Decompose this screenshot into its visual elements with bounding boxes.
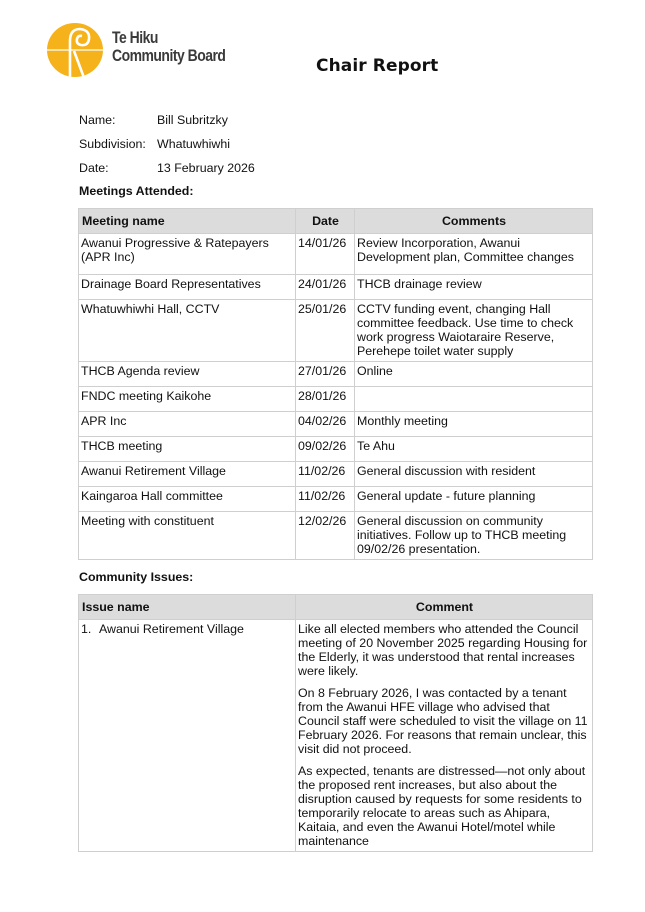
table-row <box>79 512 593 560</box>
date-label: Date: <box>79 161 109 175</box>
table-row <box>79 487 593 512</box>
page-title: Chair Report <box>316 56 439 76</box>
meeting-name: Awanui Retirement Village <box>79 462 296 487</box>
table-row <box>79 362 593 387</box>
meeting-comment: Te Ahu <box>355 437 593 462</box>
name-label: Name: <box>79 113 116 127</box>
col-meeting-name: Meeting name <box>79 209 296 234</box>
meeting-name: Awanui Progressive & Ratepayers (APR Inc) <box>79 234 296 275</box>
meeting-date: 12/02/26 <box>296 512 355 560</box>
issue-name: Awanui Retirement Village <box>99 622 244 636</box>
koru-logo-icon <box>46 21 108 83</box>
table-row <box>79 234 593 275</box>
meeting-date: 14/01/26 <box>296 234 355 275</box>
te-hiku-logo <box>46 21 226 79</box>
issues-heading: Community Issues: <box>79 570 194 584</box>
table-row <box>79 462 593 487</box>
meeting-comment: Monthly meeting <box>355 412 593 437</box>
subdivision-label: Subdivision: <box>79 137 146 151</box>
col-comment: Comment <box>296 595 593 620</box>
date-value: 13 February 2026 <box>157 161 255 175</box>
table-row <box>79 412 593 437</box>
issue-name-cell <box>79 620 296 852</box>
meeting-date: 28/01/26 <box>296 387 355 412</box>
meeting-comment: General discussion on community initiatives. Follow up to THCB meeting 09/02/26 presentation. <box>355 512 593 560</box>
meetings-table <box>78 208 593 560</box>
table-row <box>79 620 593 852</box>
table-row <box>79 437 593 462</box>
issue-number: 1. <box>81 622 92 636</box>
issue-paragraph: On 8 February 2026, I was contacted by a tenant from the Awanui HFE village who advised that Council staff were scheduled to visit the village on 11 February 2026. For reasons that remain unclear, this visit did not proceed. <box>298 686 588 756</box>
meeting-name: Meeting with constituent <box>79 512 296 560</box>
meeting-comment: THCB drainage review <box>355 275 593 300</box>
meeting-name: THCB meeting <box>79 437 296 462</box>
meeting-comment: CCTV funding event, changing Hall committee feedback. Use time to check work progress Waiotaraire Reserve, Perehepe toilet water supply <box>355 300 593 362</box>
col-comments: Comments <box>355 209 593 234</box>
logo-line-2: Community Board <box>112 46 226 65</box>
meeting-date: 09/02/26 <box>296 437 355 462</box>
meeting-comment: Review Incorporation, Awanui Development plan, Committee changes <box>355 234 593 275</box>
meeting-comment: Online <box>355 362 593 387</box>
table-row <box>79 300 593 362</box>
meeting-date: 04/02/26 <box>296 412 355 437</box>
meetings-heading: Meetings Attended: <box>79 184 194 198</box>
meeting-name: APR Inc <box>79 412 296 437</box>
subdivision-value: Whatuwhiwhi <box>157 137 230 151</box>
issues-header-row <box>79 595 593 620</box>
meetings-header-row <box>79 209 593 234</box>
meeting-date: 24/01/26 <box>296 275 355 300</box>
meeting-name: Whatuwhiwhi Hall, CCTV <box>79 300 296 362</box>
logo-wordmark <box>112 29 225 65</box>
meeting-date: 27/01/26 <box>296 362 355 387</box>
issue-paragraph: As expected, tenants are distressed—not only about the proposed rent increases, but also about the disruption caused by requests for some residents to temporarily relocate to areas such as Ahipara, Kaitaia, and even the Awanui Hotel/motel while maintenance <box>298 764 586 848</box>
meeting-date: 11/02/26 <box>296 462 355 487</box>
meeting-name: Drainage Board Representatives <box>79 275 296 300</box>
meeting-comment: General discussion with resident <box>355 462 593 487</box>
meeting-comment: General update - future planning <box>355 487 593 512</box>
table-row <box>79 275 593 300</box>
issues-table <box>78 594 593 852</box>
meeting-name: THCB Agenda review <box>79 362 296 387</box>
logo-line-1: Te Hiku <box>112 28 158 47</box>
meeting-name: FNDC meeting Kaikohe <box>79 387 296 412</box>
issue-paragraph: Like all elected members who attended the Council meeting of 20 November 2025 regarding Housing for the Elderly, it was understood that rental increases were likely. <box>298 622 588 678</box>
meeting-comment <box>355 387 593 412</box>
meeting-date: 11/02/26 <box>296 487 355 512</box>
meeting-date: 25/01/26 <box>296 300 355 362</box>
name-value: Bill Subritzky <box>157 113 228 127</box>
col-date: Date <box>296 209 355 234</box>
meeting-name: Kaingaroa Hall committee <box>79 487 296 512</box>
issue-comment-cell <box>296 620 593 852</box>
table-row <box>79 387 593 412</box>
col-issue-name: Issue name <box>79 595 296 620</box>
